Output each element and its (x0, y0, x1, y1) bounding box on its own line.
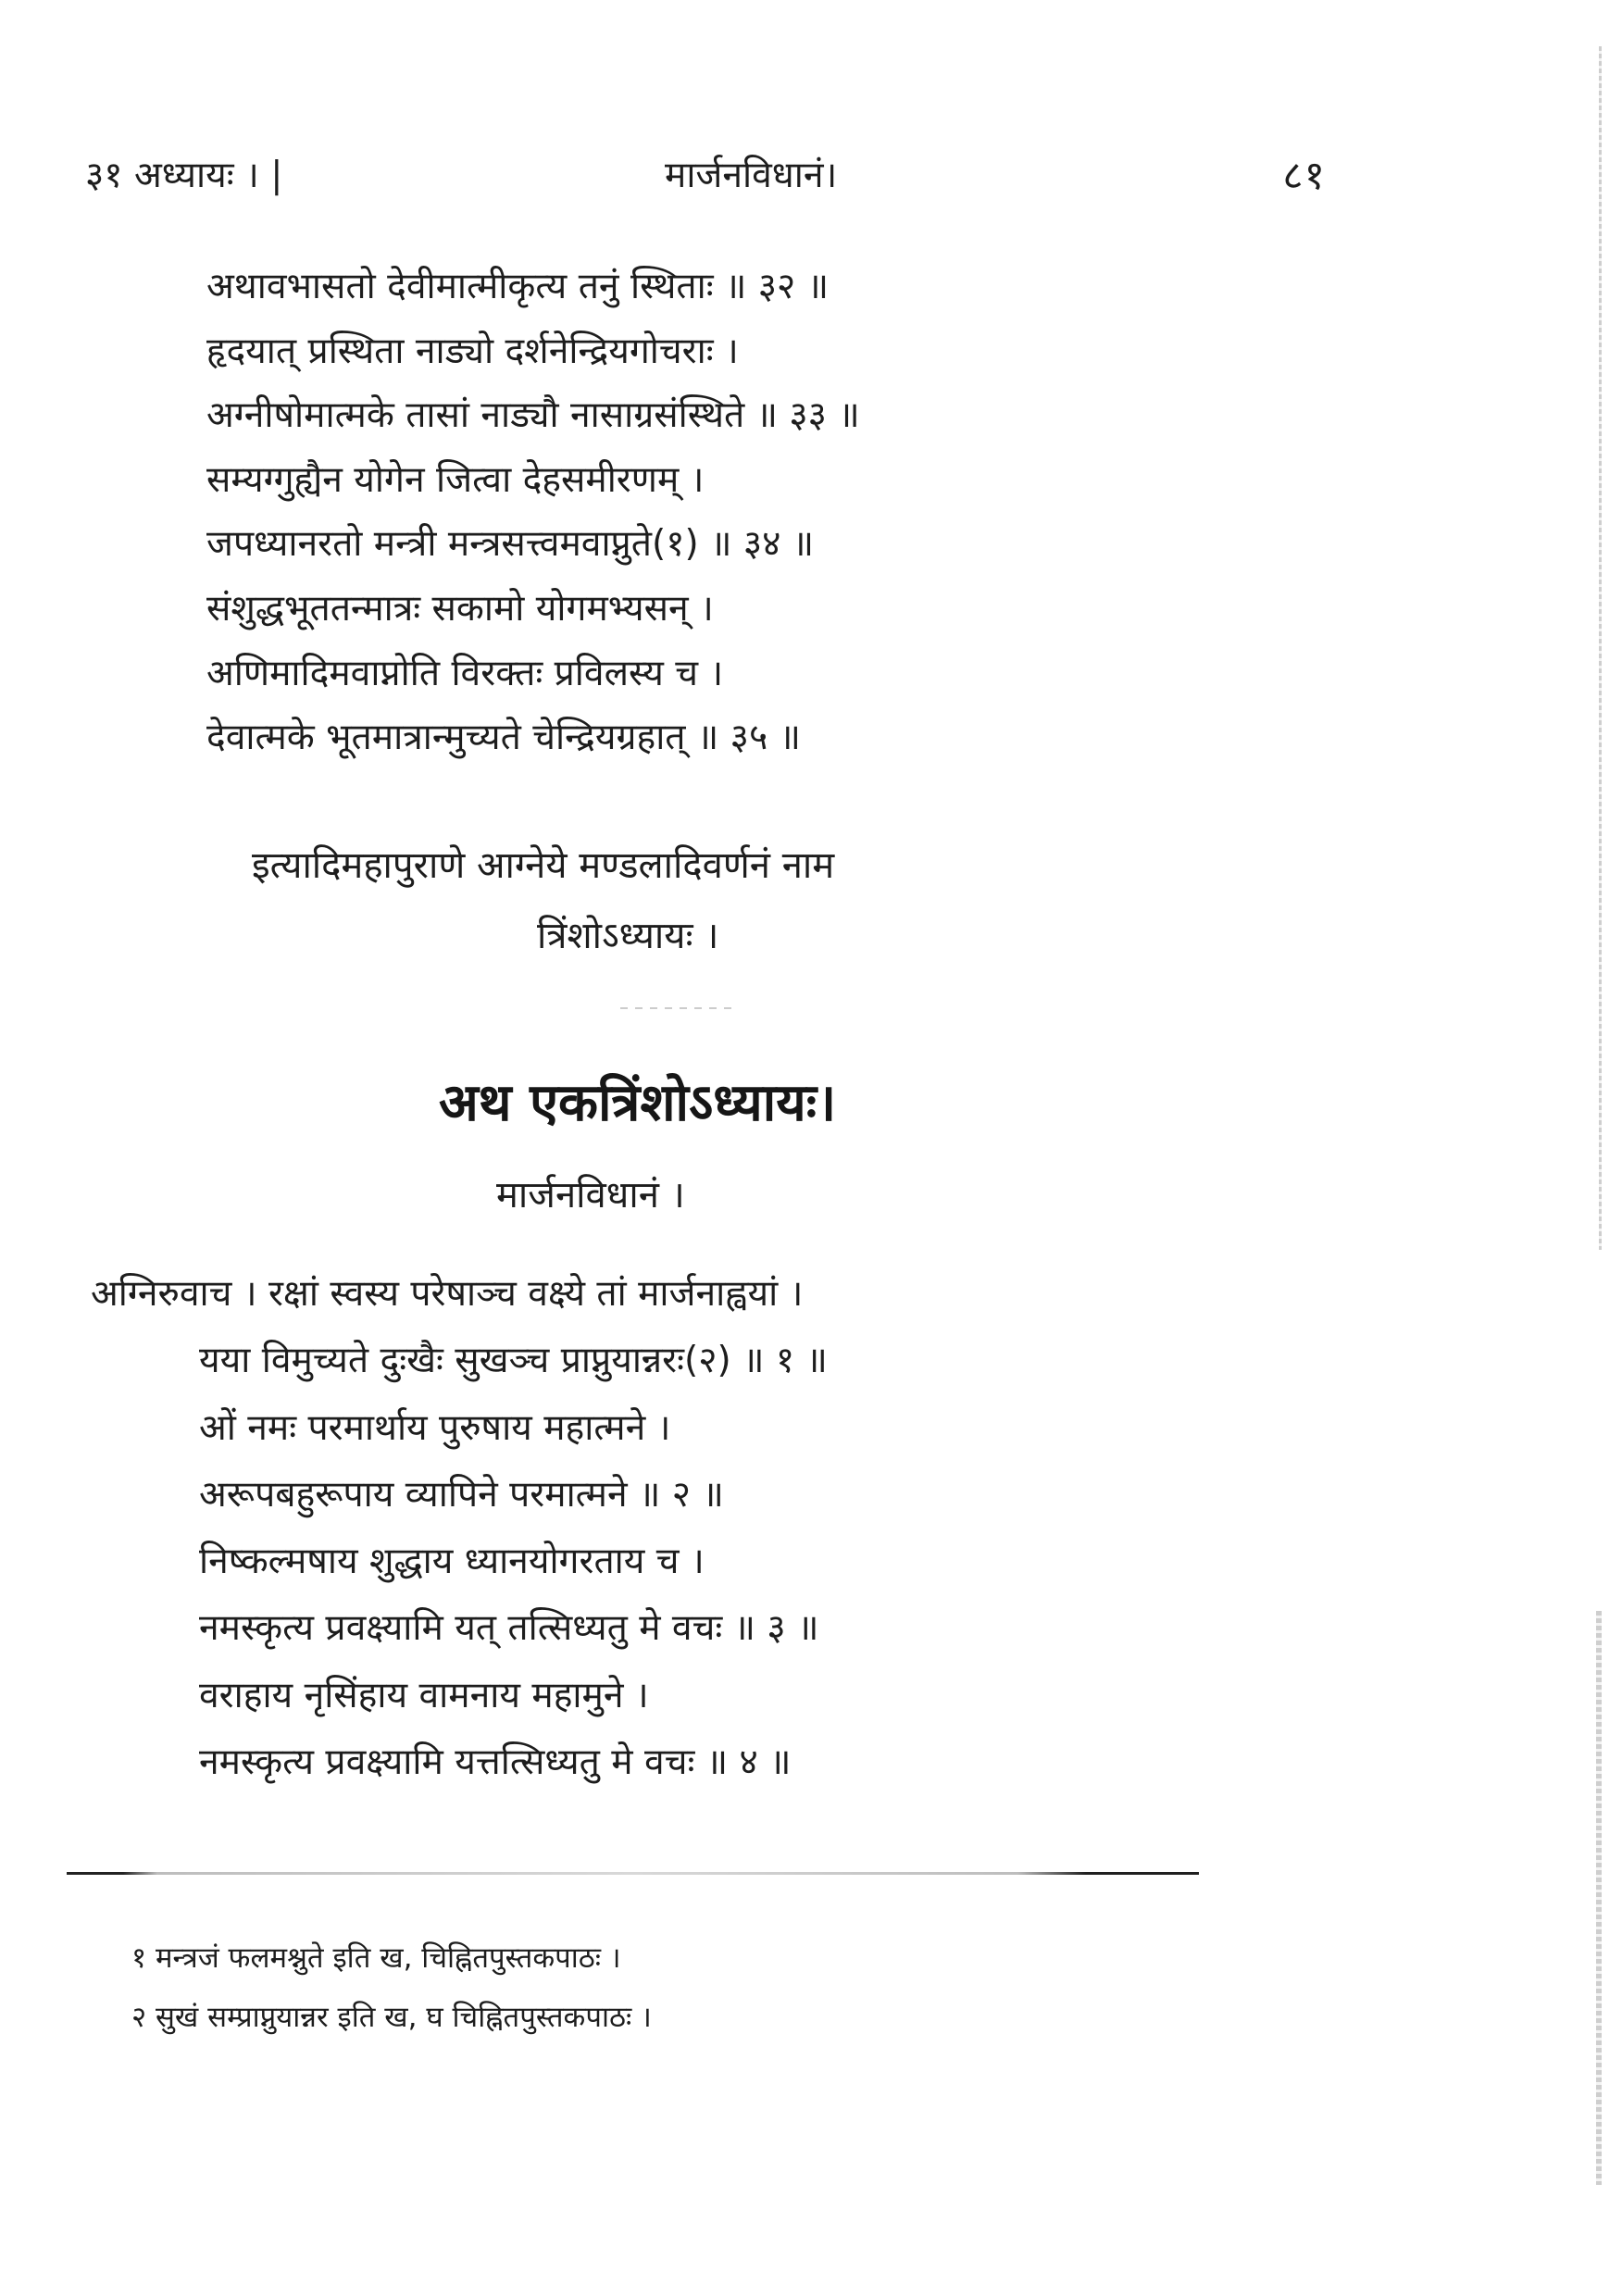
body-line: नमस्कृत्य प्रवक्ष्यामि यत् तत्सिध्यतु मे वचः ॥ ३ ॥ (199, 1607, 819, 1650)
verse-line: जपध्यानरतो मन्त्री मन्त्रसत्त्वमवाप्नुते(१) ॥ ३४ ॥ (206, 523, 815, 566)
chapter-title: अथ एकत्रिंशोऽध्यायः। (439, 1073, 837, 1133)
verse-line: अणिमादिमवाप्नोति विरक्तः प्रविलस्य च । (206, 652, 724, 694)
verse-line: देवात्मके भूतमात्रान्मुच्यते चेन्द्रियग्रहात् ॥ ३५ ॥ (206, 717, 801, 759)
verse-line: अथावभासतो देवीमात्मीकृत्य तनुं स्थिताः ॥ ३२ ॥ (206, 266, 830, 307)
colophon-line-1: इत्यादिमहापुराणे आग्नेये मण्डलादिवर्णनं नाम (252, 844, 835, 887)
body-line: यया विमुच्यते दुःखैः सुखञ्च प्राप्नुयान्नरः(२) ॥ १ ॥ (199, 1340, 828, 1382)
verse-block-top (206, 255, 1317, 770)
verse-line: हृदयात् प्रस्थिता नाड्यो दर्शनेन्द्रियगोचराः । (206, 330, 739, 372)
header-chapter-ref: ३१ अध्यायः । | (85, 155, 283, 196)
body-line: ओं नमः परमार्थाय पुरुषाय महात्मने । (199, 1406, 671, 1449)
body-line: अरूपबहुरूपाय व्यापिने परमात्मने ॥ २ ॥ (199, 1473, 724, 1516)
section-divider (620, 1007, 731, 1009)
footnotes (131, 1928, 1168, 2047)
scan-edge-mark-top (1599, 46, 1602, 1250)
footnote: १ मन्त्रजं फलमश्नुते इति ख, चिह्नितपुस्तकपाठः । (131, 1941, 621, 1975)
body-line: अग्निरुवाच । रक्षां स्वस्य परेषाञ्च वक्ष्ये तां मार्जनाह्वयां । (91, 1273, 804, 1315)
chapter-subtitle: मार्जनविधानं । (496, 1174, 685, 1217)
body-line: नमस्कृत्य प्रवक्ष्यामि यत्तत्सिध्यतु मे वचः ॥ ४ ॥ (199, 1741, 792, 1784)
footnote: २ सुखं सम्प्राप्नुयान्नर इति ख, घ चिह्नितपुस्तकपाठः । (131, 2001, 652, 2034)
verse-line: संशुद्धभूततन्मात्रः सकामो योगमभ्यसन् । (206, 587, 714, 630)
colophon-line-2: त्रिंशोऽध्यायः । (537, 915, 719, 957)
page-number: ८१ (1282, 153, 1326, 199)
verse-line: सम्यग्गुह्यैन योगेन जित्वा देहसमीरणम् । (206, 458, 705, 501)
scan-edge-mark-bottom (1596, 1611, 1602, 2185)
body-line: निष्कल्मषाय शुद्धाय ध्यानयोगरताय च । (199, 1541, 705, 1583)
header-section-title: मार्जनविधानं। (665, 155, 838, 196)
chapter-body (91, 1261, 1248, 1796)
footnote-divider (67, 1872, 1199, 1875)
verse-line: अग्नीषोमात्मके तासां नाड्यौ नासाग्रसंस्थिते ॥ ३३ ॥ (206, 394, 860, 437)
body-line: वराहाय नृसिंहाय वामनाय महामुने । (199, 1674, 649, 1716)
running-header (85, 148, 1326, 204)
